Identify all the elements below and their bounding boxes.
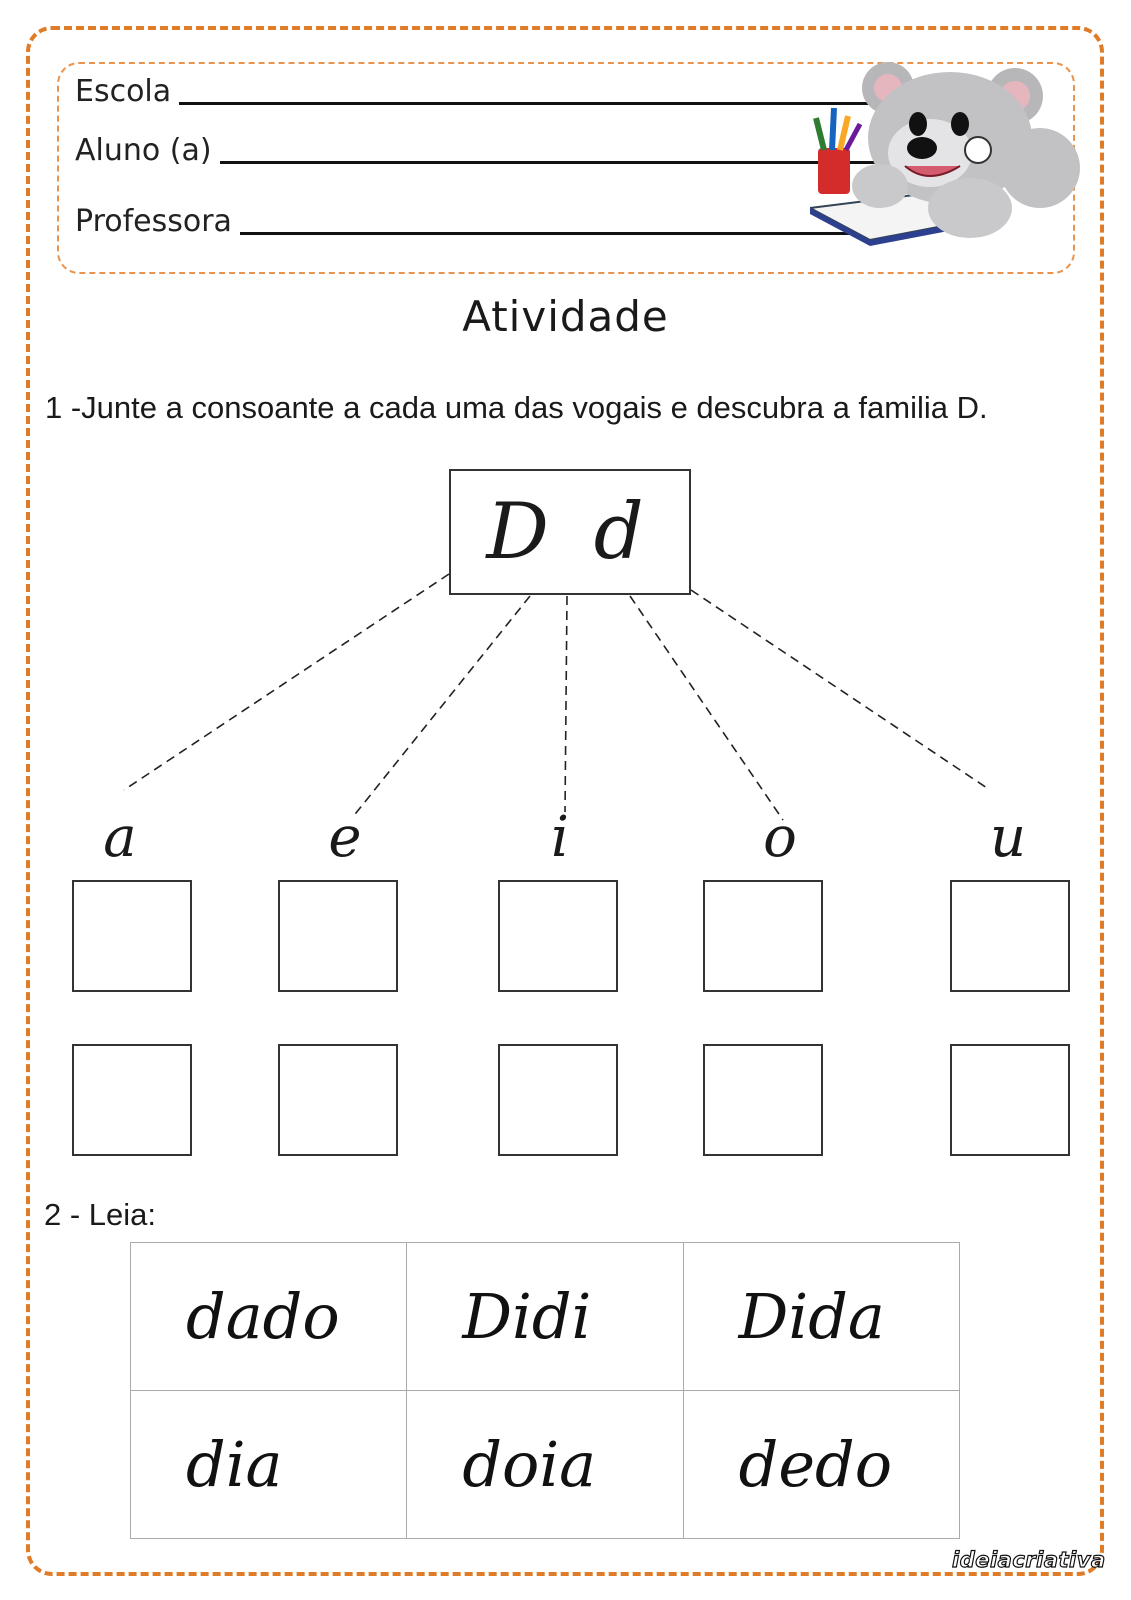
answer-box-e-2[interactable] <box>278 1044 398 1156</box>
vowel-u: u <box>989 805 1027 870</box>
question-1-text: 1 -Junte a consoante a cada uma das vogais e descubra a familia D. <box>45 390 988 425</box>
student-label: Aluno (a) <box>75 133 212 168</box>
answer-box-o-1[interactable] <box>703 880 823 992</box>
connector-i <box>565 596 567 812</box>
connector-e <box>352 596 530 818</box>
reading-table <box>130 1242 960 1539</box>
reading-word: dado <box>131 1243 407 1391</box>
reading-word: Dida <box>683 1243 959 1391</box>
vowel-i: i <box>551 805 569 870</box>
answer-box-u-1[interactable] <box>950 880 1070 992</box>
reading-word: doia <box>407 1391 683 1539</box>
connector-a <box>124 574 449 790</box>
school-label: Escola <box>75 74 172 109</box>
table-row <box>131 1391 960 1539</box>
answer-box-i-2[interactable] <box>498 1044 618 1156</box>
vowel-o: o <box>763 805 797 870</box>
answer-box-u-2[interactable] <box>950 1044 1070 1156</box>
brand-logo: ideiacriativa <box>952 1548 1106 1572</box>
answer-box-o-2[interactable] <box>703 1044 823 1156</box>
vowel-e: e <box>328 805 362 870</box>
answer-box-a-2[interactable] <box>72 1044 192 1156</box>
table-row <box>131 1243 960 1391</box>
reading-word: dedo <box>683 1391 959 1539</box>
vowel-a: a <box>103 805 137 870</box>
answer-box-a-1[interactable] <box>72 880 192 992</box>
answer-box-i-1[interactable] <box>498 880 618 992</box>
answer-box-e-1[interactable] <box>278 880 398 992</box>
reading-word: Didi <box>407 1243 683 1391</box>
reading-word: dia <box>131 1391 407 1539</box>
consonant-letters: D d <box>486 487 654 577</box>
connector-u <box>691 590 990 790</box>
page-title: Atividade <box>462 292 669 341</box>
teacher-label: Professora <box>75 204 232 239</box>
question-2-text: 2 - Leia: <box>44 1197 157 1232</box>
connector-o <box>630 596 783 820</box>
